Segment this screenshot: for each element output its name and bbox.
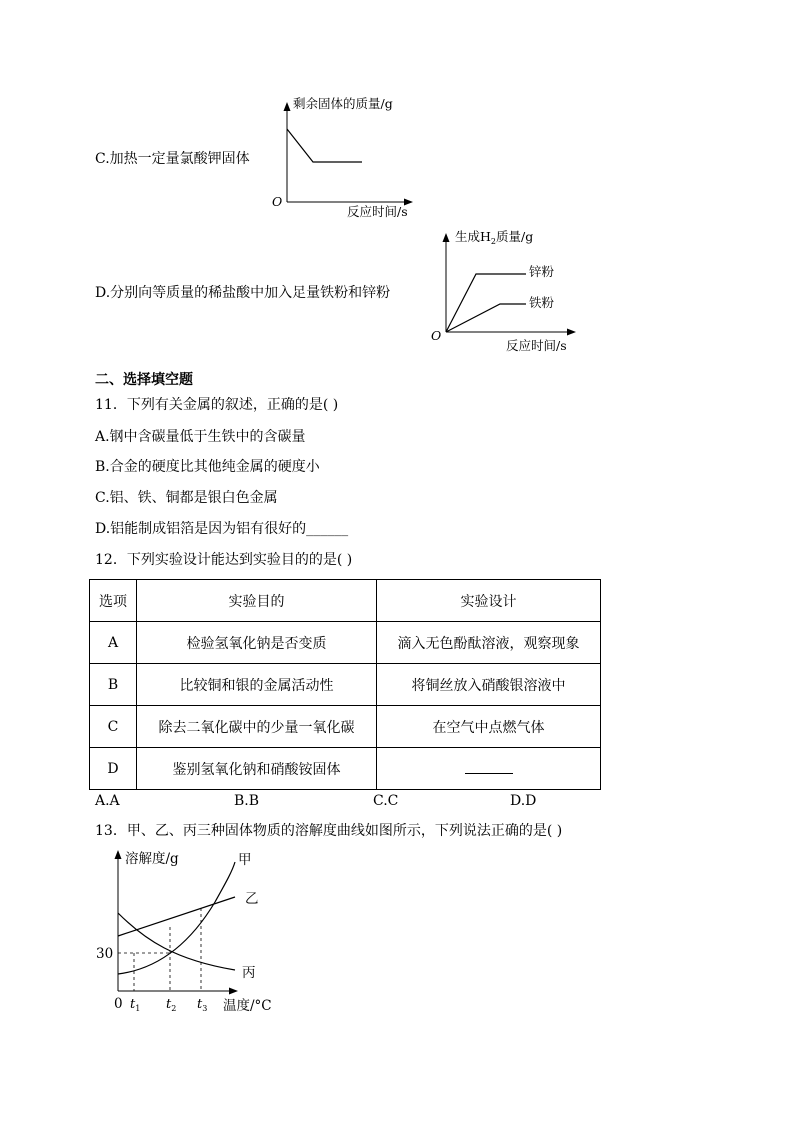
graph-c-xlabel: 反应时间/s (347, 204, 408, 219)
graph-c-curve (287, 129, 362, 162)
row-design-blank (377, 748, 601, 790)
graph-d-x-arrow (567, 329, 576, 336)
curve-yi (118, 897, 235, 936)
header-design: 实验设计 (377, 580, 601, 622)
label-jia: 甲 (238, 852, 252, 868)
x-tick-t2: $t_2$ (166, 997, 177, 1013)
graph-d-xlabel: 反应时间/s (506, 338, 567, 353)
option-c-text: C.加热一定量氯酸钾固体 (95, 151, 250, 167)
graph-c-y-arrow (284, 102, 291, 111)
row-purpose: 检验氢氧化钠是否变质 (137, 622, 377, 664)
option-d-text: D.分别向等质量的稀盐酸中加入足量铁粉和锌粉 (95, 285, 391, 301)
label-yi: 乙 (245, 891, 259, 907)
q11-option-d: D.铝能制成铝箔是因为铝有很好的______ (95, 521, 349, 537)
q12-table (89, 579, 601, 790)
row-purpose: 鉴别氢氧化钠和硝酸铵固体 (137, 748, 377, 790)
graph-d-label-zinc: 锌粉 (529, 264, 555, 279)
graph-c (270, 92, 430, 222)
q11-option-c: C.铝、铁、铜都是银白色金属 (95, 490, 278, 506)
table-row (90, 664, 601, 706)
row-design: 将铜丝放入硝酸银溶液中 (377, 664, 601, 706)
q12-stem: 12．下列实验设计能达到实验目的的是( ) (95, 552, 353, 568)
solubility-y-arrow (115, 850, 122, 859)
x-tick-t1: $t_1$ (130, 997, 141, 1013)
graph-d-ylabel: 生成$H_2$质量/g (455, 229, 534, 246)
q11-option-b: B.合金的硬度比其他纯金属的硬度小 (95, 459, 320, 475)
row-purpose: 除去二氧化碳中的少量一氧化碳 (137, 706, 377, 748)
graph-d-y-arrow (443, 233, 450, 242)
origin-label: 0 (114, 996, 123, 1012)
row-design: 在空气中点燃气体 (377, 706, 601, 748)
graph-c-ylabel: 剩余固体的质量/g (293, 96, 393, 111)
row-label: D (90, 748, 137, 790)
y-tick-30: 30 (96, 946, 114, 962)
curve-bing (118, 913, 235, 970)
q11-stem: 11．下列有关金属的叙述，正确的是( ) (95, 397, 339, 413)
header-option: 选项 (90, 580, 137, 622)
header-purpose: 实验目的 (137, 580, 377, 622)
graph-d-curve-zinc (446, 274, 526, 332)
q12-answer-d: D.D (510, 793, 537, 809)
table-row (90, 748, 601, 790)
q12-answer-b: B.B (234, 793, 260, 809)
graph-d (428, 226, 598, 356)
q11-option-a: A.钢中含碳量低于生铁中的含碳量 (95, 429, 306, 445)
table-row (90, 622, 601, 664)
solubility-ylabel: 溶解度/g (125, 851, 179, 867)
row-label: C (90, 706, 137, 748)
label-bing: 丙 (242, 965, 256, 981)
graph-d-label-iron: 铁粉 (529, 295, 555, 310)
graph-d-origin: O (431, 328, 442, 343)
row-label: A (90, 622, 137, 664)
answer-blank (465, 759, 513, 774)
section-title: 二、选择填空题 (95, 372, 193, 388)
row-label: B (90, 664, 137, 706)
solubility-graph (90, 842, 290, 1022)
q12-answer-a: A.A (95, 793, 120, 809)
table-row (90, 706, 601, 748)
x-tick-t3: $t_3$ (197, 997, 208, 1013)
q12-answer-c: C.C (373, 793, 399, 809)
graph-c-origin: O (272, 194, 283, 209)
q13-stem: 13．甲、乙、丙三种固体物质的溶解度曲线如图所示，下列说法正确的是( ) (95, 823, 563, 839)
solubility-x-arrow (229, 988, 238, 995)
solubility-xlabel: 温度/°C (223, 998, 272, 1014)
curve-jia (118, 862, 235, 974)
row-design: 滴入无色酚酞溶液，观察现象 (377, 622, 601, 664)
row-purpose: 比较铜和银的金属活动性 (137, 664, 377, 706)
table-header-row (90, 580, 601, 622)
